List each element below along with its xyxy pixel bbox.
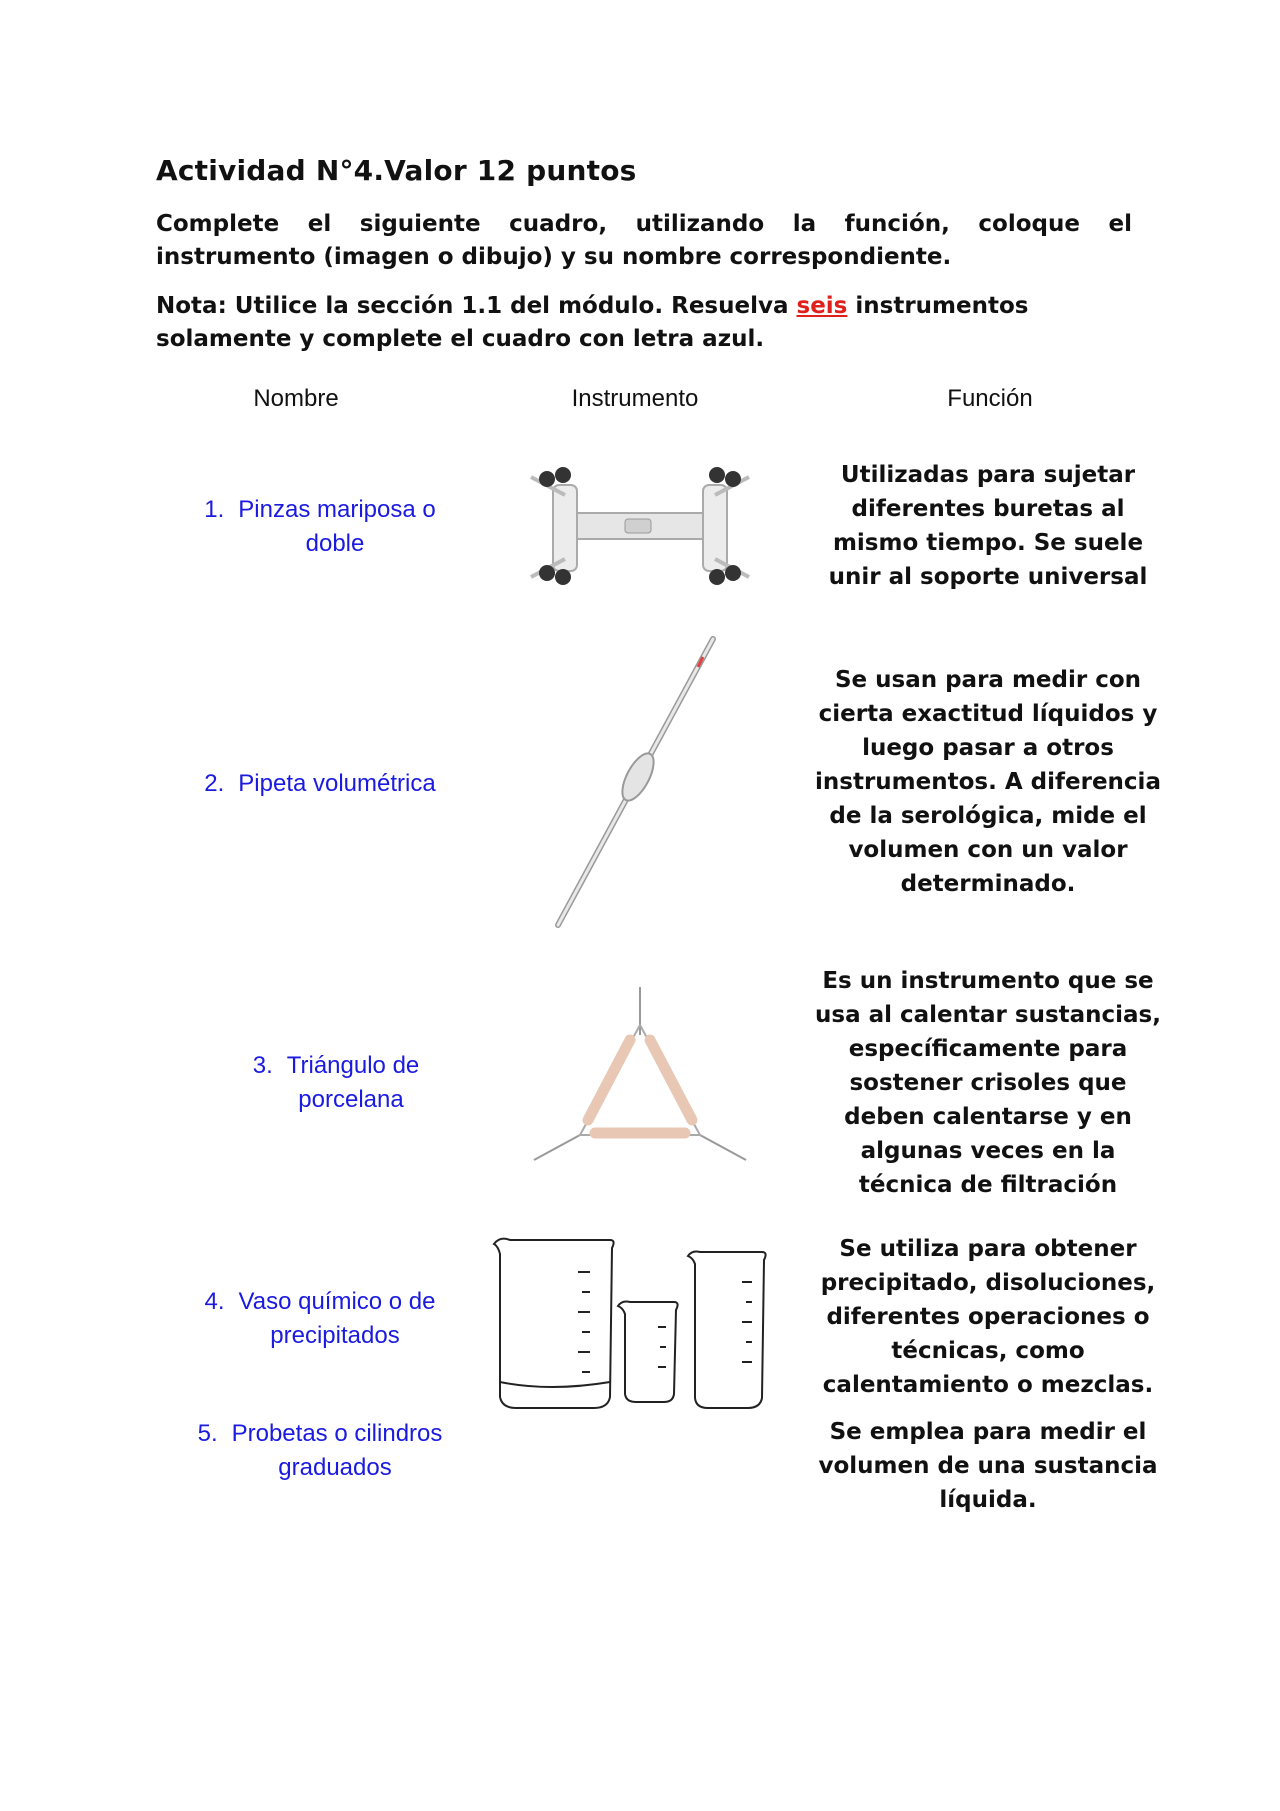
header-nombre: Nombre	[253, 385, 339, 412]
row-4-function-line: precipitado, disoluciones,	[820, 1270, 1156, 1296]
instruction-paragraph: Complete el siguiente cuadro, utilizando la función, coloque el instrumento (imagen o dibujo) y su nombre correspondiente.	[156, 211, 1132, 270]
row-4-function-line: técnicas, como	[891, 1338, 1085, 1364]
row-5-name	[170, 1417, 470, 1485]
row-3-function-line: deben calentarse y en	[844, 1104, 1132, 1130]
row-1-name-line1: Pinzas mariposa o	[238, 496, 436, 523]
header-funcion: Función	[947, 385, 1033, 412]
row-4-function-line: diferentes operaciones o	[826, 1304, 1150, 1330]
row-1-function-line: Utilizadas para sujetar	[840, 462, 1136, 488]
row-1-number: 1.	[204, 496, 225, 523]
row-2-function-line: Se usan para medir con	[834, 667, 1142, 693]
row-1-function-line: unir al soporte universal	[828, 564, 1148, 590]
row-1-name-line2: doble	[305, 530, 365, 557]
note-paragraph	[156, 290, 1132, 356]
row-4-function	[812, 1232, 1164, 1402]
row-1-function	[812, 458, 1164, 594]
row-3-function	[812, 964, 1164, 1202]
row-3-function-line: técnica de filtración	[858, 1172, 1118, 1198]
row-2-function-line: luego pasar a otros	[862, 735, 1114, 761]
row-4-name-line2: precipitados	[270, 1322, 400, 1349]
row-2-name	[170, 767, 470, 801]
row-3-name-line1: Triángulo de	[286, 1052, 420, 1079]
note-prefix: Nota: Utilice la sección 1.1 del módulo. Resuelva	[156, 293, 797, 319]
row-3-function-line: específicamente para	[848, 1036, 1128, 1062]
row-5-function-line: volumen de una sustancia	[818, 1453, 1158, 1479]
row-4-name-line1: Vaso químico o de	[238, 1288, 436, 1315]
volumetric-pipette-icon	[548, 635, 723, 930]
row-3-function-line: sostener crisoles que	[849, 1070, 1127, 1096]
row-5-name-line1: Probetas o cilindros	[231, 1420, 443, 1447]
row-4-number: 4.	[204, 1288, 225, 1315]
activity-title: Actividad N°4.Valor 12 puntos	[156, 154, 637, 187]
row-3-function-line: usa al calentar sustancias,	[815, 1002, 1161, 1028]
row-3-number: 3.	[252, 1052, 273, 1079]
row-1-function-line: mismo tiempo. Se suele	[832, 530, 1144, 556]
beakers-icon	[490, 1232, 775, 1412]
row-4-function-line: calentamiento o mezclas.	[822, 1372, 1154, 1398]
double-burette-clamp-icon	[525, 465, 755, 590]
row-2-function	[812, 663, 1164, 901]
row-5-function-line: Se emplea para medir el	[829, 1419, 1147, 1445]
row-3-function-line: Es un instrumento que se	[822, 968, 1154, 994]
row-5-function-line: líquida.	[939, 1487, 1037, 1513]
row-1-function-line: diferentes buretas al	[851, 496, 1125, 522]
porcelain-triangle-icon	[530, 985, 750, 1165]
row-3-name-line2: porcelana	[298, 1086, 404, 1113]
row-5-number: 5.	[197, 1420, 218, 1447]
row-2-function-line: de la serológica, mide el	[829, 803, 1147, 829]
row-2-function-line: cierta exactitud líquidos y	[818, 701, 1158, 727]
header-instrumento: Instrumento	[571, 385, 699, 412]
row-4-name	[170, 1285, 470, 1353]
row-2-name-line1: Pipeta volumétrica	[238, 770, 436, 797]
row-3-name	[196, 1049, 476, 1117]
row-2-function-line: volumen con un valor	[848, 837, 1128, 863]
row-5-name-line2: graduados	[278, 1454, 392, 1481]
row-2-function-line: determinado.	[900, 871, 1076, 897]
row-1-name	[170, 493, 470, 561]
note-highlight: seis	[796, 293, 848, 319]
row-2-function-line: instrumentos. A diferencia	[815, 769, 1161, 795]
note-suffix: instrumentos solamente y complete el cuadro con letra azul.	[156, 293, 1029, 352]
row-5-function	[812, 1415, 1164, 1517]
row-4-function-line: Se utiliza para obtener	[839, 1236, 1137, 1262]
row-3-function-line: algunas veces en la	[860, 1138, 1116, 1164]
row-2-number: 2.	[204, 770, 225, 797]
